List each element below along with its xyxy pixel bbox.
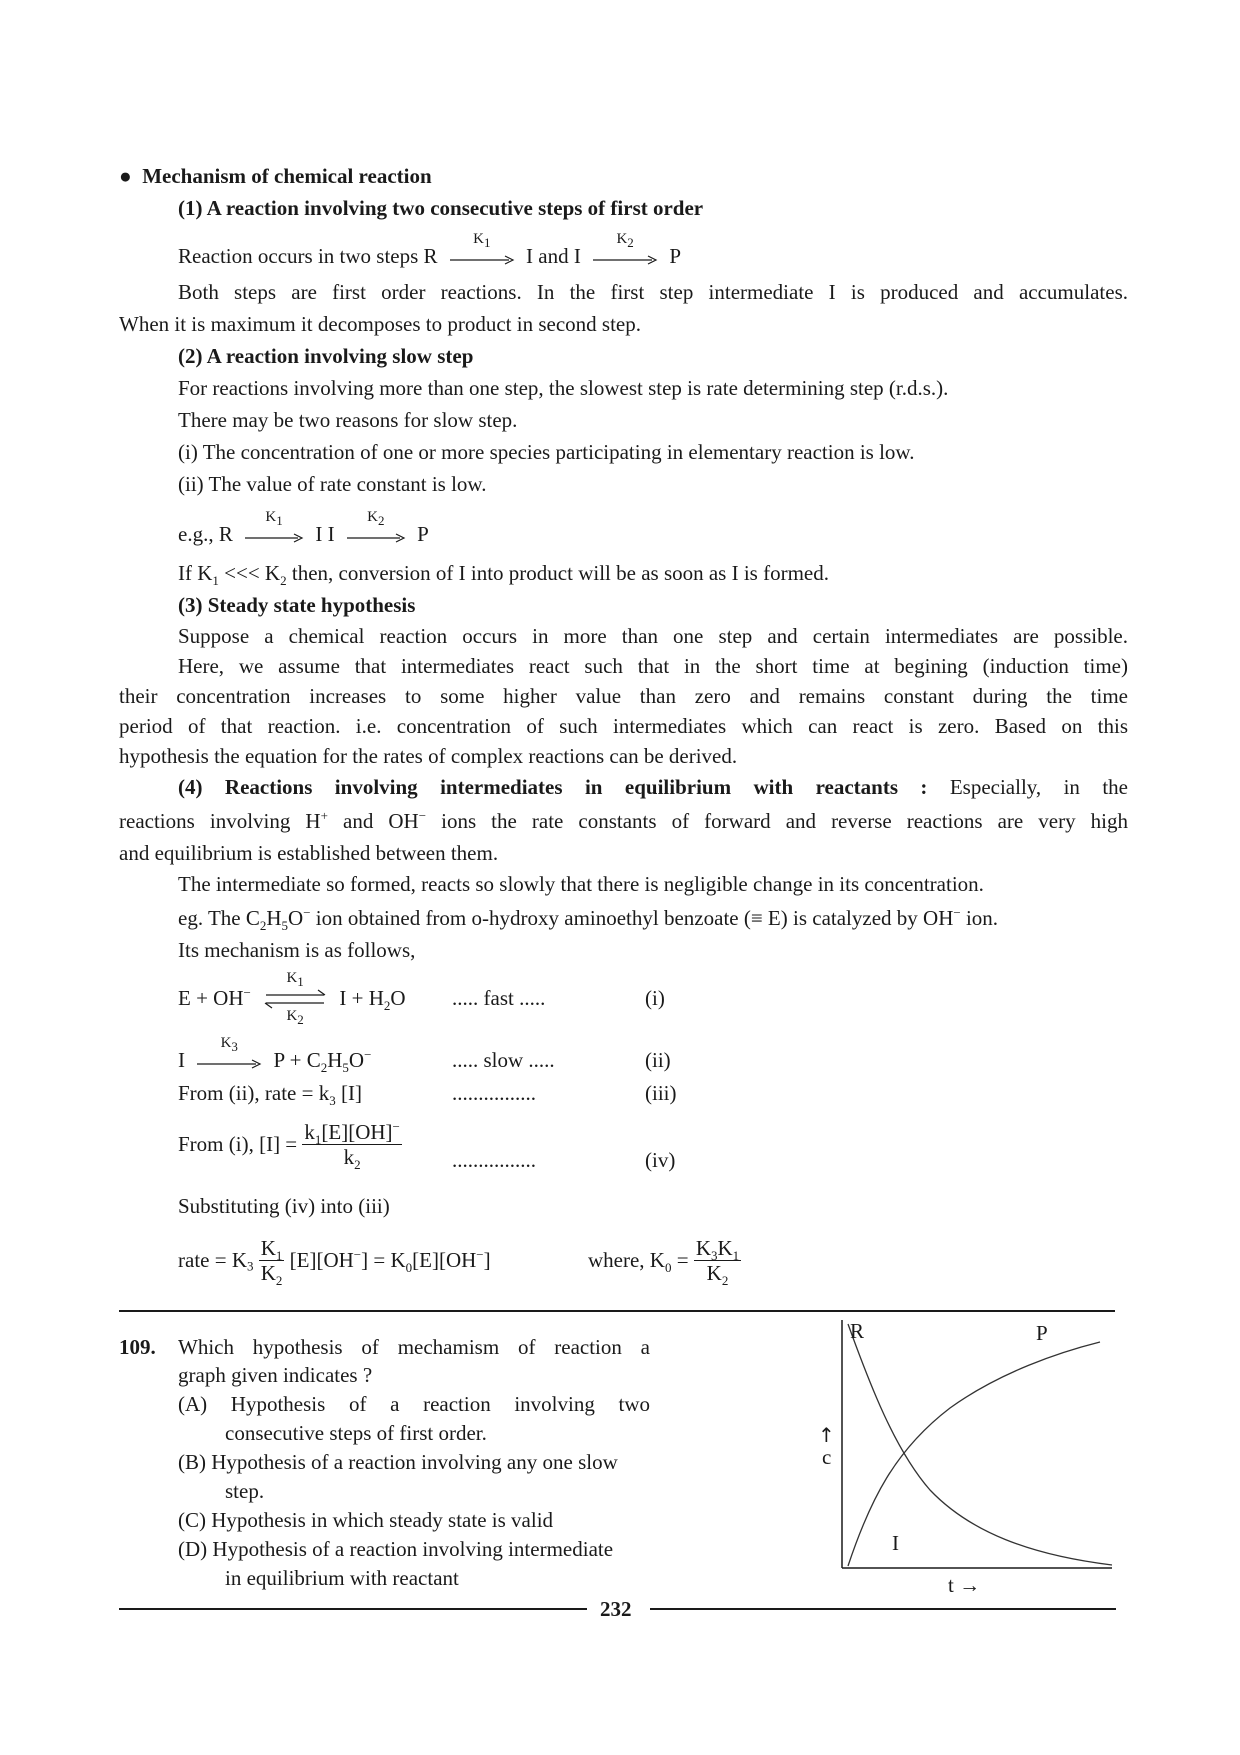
question-stem: graph given indicates ? — [178, 1363, 373, 1387]
bullet-icon: ● — [119, 164, 132, 188]
equation-tag: (iv) — [645, 1148, 676, 1172]
reaction-arrow-icon: $K_3$ — [196, 1052, 262, 1073]
question-number: 109. — [119, 1335, 156, 1359]
option-d[interactable]: (D) Hypothesis of a reaction involving intermediate — [178, 1537, 614, 1561]
section-1-title: (1) A reaction involving two consecutive steps of first order — [178, 196, 704, 220]
fraction: $\frac{K_1}{K_2}$ — [260, 1236, 283, 1289]
equation-tag: (iii) — [645, 1081, 677, 1105]
equation-i: E + OH− $K_1$ $K_2$ $I + H_2O$ — [178, 970, 406, 1028]
paragraph-line: Suppose a chemical reaction occurs in more than one step and certain intermediates are possible. — [178, 624, 1128, 648]
section-1-equation: Reaction occurs in two steps R $K_1$ I and I $K_2$ P — [178, 230, 682, 268]
equation-dots: ................ — [452, 1148, 536, 1172]
label-p: P — [1036, 1321, 1048, 1345]
option-d-cont: in equilibrium with reactant — [225, 1566, 459, 1590]
equation-iii: From (ii), rate = $k_3$ [I] — [178, 1081, 362, 1109]
fraction: $\frac{K_3K_1}{K_2}$ — [695, 1236, 740, 1289]
equation-note: ..... slow ..... — [452, 1048, 555, 1072]
y-axis-label: c — [822, 1445, 832, 1469]
paragraph-line: period of that reaction. i.e. concentration of such intermediates which can react is zero. Based on this — [119, 714, 1128, 738]
question-stem: Which hypothesis of mechamism of reaction a — [178, 1335, 650, 1359]
equation-dots: ................ — [452, 1081, 536, 1105]
reaction-arrow-icon: $K_1$ — [244, 526, 304, 547]
equation-tag: (ii) — [645, 1048, 671, 1072]
reaction-arrow-icon: $K_2$ — [592, 248, 658, 269]
option-b-cont: step. — [225, 1479, 265, 1503]
paragraph-line: Its mechanism is as follows, — [178, 938, 416, 962]
page-number: 232 — [600, 1597, 632, 1621]
paragraph-line: Here, we assume that intermediates react such that in the short time at begining (induction time) — [178, 654, 1128, 678]
rate-equation: rate = $K_3$ $\frac{K_1}{K_2}$ $[E][OH^-] = K_0[E][OH^-]$ — [178, 1236, 491, 1289]
paragraph-line: For reactions involving more than one step, the slowest step is rate determining step (r.d.s.). — [178, 376, 949, 400]
curve-r — [848, 1324, 1112, 1565]
paragraph-line: eg. The $C_2H_5O^-$ ion obtained from o-hydroxy aminoethyl benzoate (≡ E) is catalyzed by OH− ion. — [178, 905, 999, 934]
label-i: I — [892, 1531, 899, 1555]
section-heading: ● Mechanism of chemical reaction — [119, 164, 432, 188]
reaction-arrow-icon: $K_1$ — [449, 248, 515, 269]
paragraph-line: Both steps are first order reactions. In the first step intermediate I is produced and accumulates. — [178, 280, 1128, 304]
paragraph-line: The intermediate so formed, reacts so slowly that there is negligible change in its concentration. — [178, 872, 984, 896]
option-c[interactable]: (C) Hypothesis in which steady state is valid — [178, 1508, 554, 1532]
rate-where: where, $K_0$ = $\frac{K_3K_1}{K_2}$ — [588, 1236, 740, 1289]
paragraph-line: reactions involving H+ and OH− ions the rate constants of forward and reverse reactions are very high — [119, 808, 1128, 833]
equation-ii: I $K_3$ $P + C_2H_5O^-$ — [178, 1034, 372, 1076]
paragraph-line: their concentration increases to some higher value than zero and remains constant during the time — [119, 684, 1128, 708]
paragraph-line: (i) The concentration of one or more species participating in elementary reaction is low. — [178, 440, 915, 464]
option-a-cont: consecutive steps of first order. — [225, 1421, 487, 1445]
footer-rule-right — [650, 1608, 1116, 1610]
paragraph-line: There may be two reasons for slow step. — [178, 408, 518, 432]
reaction-arrow-icon: $K_2$ — [346, 526, 406, 547]
equilibrium-arrow-icon: $K_1$ $K_2$ — [262, 989, 328, 1011]
equation-tag: (i) — [645, 986, 665, 1010]
option-b[interactable]: (B) Hypothesis of a reaction involving any one slow — [178, 1450, 618, 1474]
section-4-first-line: (4) Reactions involving intermediates in equilibrium with reactants : Especially, in the — [178, 775, 1128, 799]
footer-rule-left — [119, 1608, 587, 1610]
option-a[interactable]: (A) Hypothesis of a reaction involving two — [178, 1392, 650, 1416]
example-equation: e.g., R $K_1$ I I $K_2$ P — [178, 508, 429, 546]
paragraph-line: hypothesis the equation for the rates of complex reactions can be derived. — [119, 744, 738, 768]
equation-note: ..... fast ..... — [452, 986, 546, 1010]
section-4-title: (4) Reactions involving intermediates in equilibrium with reactants : — [178, 775, 928, 799]
section-3-title: (3) Steady state hypothesis — [178, 593, 416, 617]
section-2-title: (2) A reaction involving slow step — [178, 344, 474, 368]
x-axis-label: t → — [948, 1573, 981, 1597]
fraction: $\frac{k_1[E][OH]^-}{k_2}$ — [304, 1119, 400, 1173]
label-r: R — [850, 1319, 865, 1343]
paragraph-line: and equilibrium is established between them. — [119, 841, 499, 865]
up-arrow-icon: ↑ — [818, 1423, 835, 1447]
paragraph-line: (ii) The value of rate constant is low. — [178, 472, 487, 496]
curve-p — [848, 1342, 1100, 1566]
paragraph-line: When it is maximum it decomposes to product in second step. — [119, 312, 641, 336]
paragraph-line: Substituting (iv) into (iii) — [178, 1194, 390, 1218]
paragraph-line: If $K_1$ <<< $K_2$ then, conversion of I into product will be as soon as I is formed. — [178, 561, 829, 589]
equation-iv: From (i), [I] = $\frac{k_1[E][OH]^-}{k_2}$ — [178, 1119, 400, 1173]
concentration-time-graph — [800, 1310, 1130, 1600]
